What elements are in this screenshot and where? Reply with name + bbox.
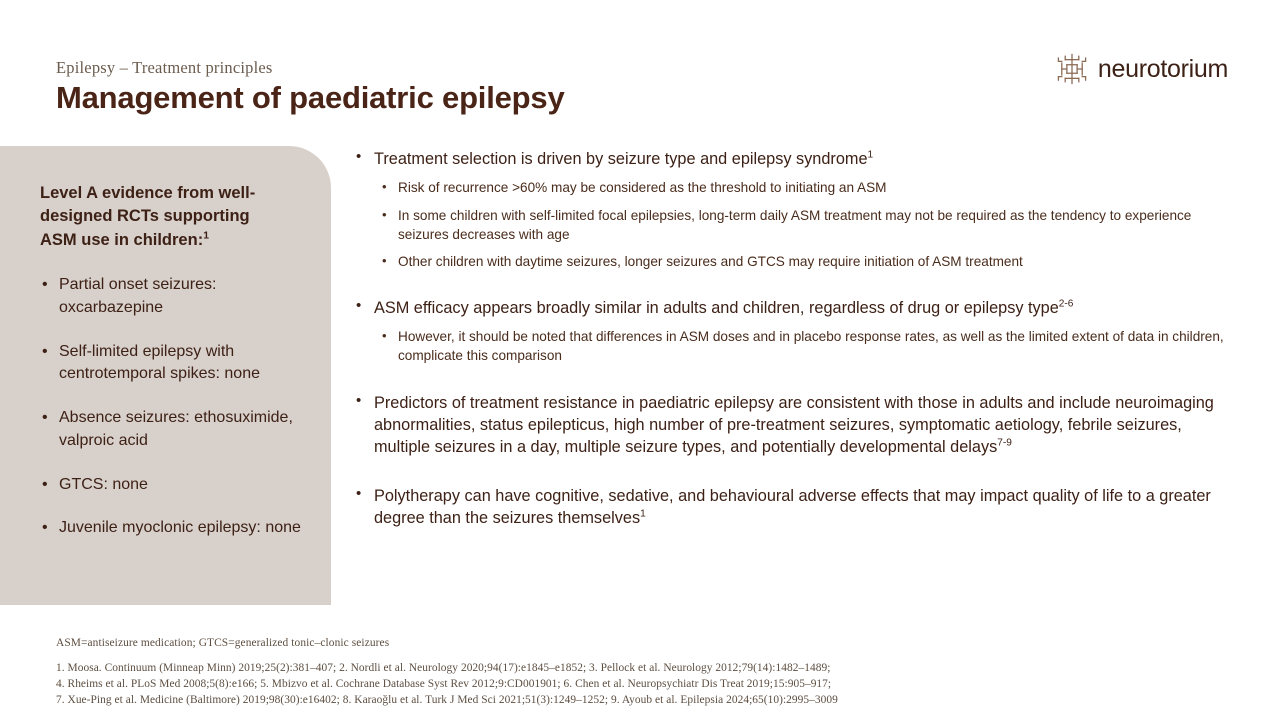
primary-bullet-ref: 7-9 — [997, 437, 1012, 449]
bullet-icon: • — [356, 391, 362, 409]
evidence-panel-heading-text: Level A evidence from well-designed RCTs supporting ASM use in children: — [40, 184, 256, 249]
list-item-label: GTCS: none — [59, 475, 148, 493]
list-item-label: Self-limited epilepsy with centrotemporal spikes: none — [59, 342, 260, 383]
list-item-label: Juvenile myoclonic epilepsy: none — [59, 519, 301, 537]
neurotorium-maze-icon — [1055, 52, 1089, 86]
evidence-panel-heading-ref: 1 — [203, 230, 209, 242]
primary-bullet-text: Treatment selection is driven by seizure type and epilepsy syndrome — [374, 150, 868, 168]
list-item — [40, 274, 301, 319]
list-item — [40, 341, 301, 386]
evidence-panel — [0, 146, 331, 605]
primary-bullet-text: Predictors of treatment resistance in paediatric epilepsy are consistent with those in adults and include neuroimaging abnormalities, status epilepticus, high number of pre-treatment seizures, symptomatic aetiology, febrile seizures, multiple seizures in a day, multiple seizure types, and potentially developmental delays — [374, 393, 1214, 456]
primary-bullet-ref: 1 — [867, 149, 874, 161]
secondary-bullet — [355, 253, 1227, 272]
primary-bullet-text: ASM efficacy appears broadly similar in adults and children, regardless of drug or epilepsy type — [374, 299, 1059, 317]
breadcrumb: Epilepsy – Treatment principles — [56, 58, 273, 77]
content-block — [355, 148, 1227, 272]
primary-bullet-ref: 1 — [640, 508, 646, 520]
secondary-bullet-text: Other children with daytime seizures, longer seizures and GTCS may require initiation of ASM treatment — [398, 254, 1023, 270]
secondary-bullet — [355, 207, 1227, 245]
bullet-icon: • — [42, 342, 48, 360]
slide-header — [0, 0, 1280, 130]
content-block — [355, 485, 1227, 529]
list-item-label: Absence seizures: ethosuximide, valproic acid — [59, 409, 293, 449]
list-item-label: Partial onset seizures: oxcarbazepine — [59, 276, 217, 316]
secondary-bullet — [355, 179, 1227, 198]
primary-bullet-text: Polytherapy can have cognitive, sedative, and behavioural adverse effects that may impact quality of life to a greater degree than the seizures themselves — [374, 486, 1211, 527]
brand-name: neurotorium — [1097, 54, 1228, 83]
list-item — [40, 474, 301, 497]
content-block — [355, 392, 1227, 458]
content-block — [355, 297, 1227, 366]
bullet-icon: • — [356, 297, 362, 314]
bullet-icon: • — [42, 276, 48, 294]
bullet-icon: • — [42, 519, 48, 537]
list-item — [40, 517, 301, 540]
bullet-icon: • — [382, 253, 387, 269]
primary-bullet — [355, 392, 1227, 458]
list-item — [40, 407, 301, 452]
primary-bullet — [355, 485, 1227, 529]
secondary-bullet-text: Risk of recurrence >60% may be considered as the threshold to initiating an ASM — [398, 180, 887, 195]
bullet-icon: • — [42, 475, 48, 493]
bullet-icon: • — [356, 148, 362, 165]
bullet-icon: • — [356, 484, 362, 502]
page-title: Management of paediatric epilepsy — [56, 80, 565, 115]
footnotes — [56, 636, 1056, 709]
abbreviations-note: ASM=antiseizure medication; GTCS=generalized tonic–clonic seizures — [56, 637, 390, 649]
bullet-icon: • — [42, 409, 48, 427]
brand-logo — [1055, 52, 1228, 86]
reference-line: 7. Xue-Ping et al. Medicine (Baltimore) 2019;98(30):e16402; 8. Karaoğlu et al. Turk J Med Sci 2021;51(3):1249–1252; 9. Ayoub et al. Epilepsia 2024;65(10):2995–3009 — [56, 693, 838, 706]
reference-line: 4. Rheims et al. PLoS Med 2008;5(8):e166; 5. Mbizvo et al. Cochrane Database Syst Rev 2012;9:CD001901; 6. Chen et al. Neuropsychiatr Dis Treat 2019;15:905–917; — [56, 678, 832, 691]
bullet-icon: • — [382, 328, 387, 343]
evidence-panel-heading — [40, 182, 290, 252]
bullet-icon: • — [382, 179, 387, 194]
primary-bullet-ref: 2-6 — [1058, 298, 1074, 310]
secondary-bullet-text: However, it should be noted that differences in ASM doses and in placebo response rates, as well as the limited extent of data in children, complicate this comparison — [398, 329, 1224, 363]
reference-line: 1. Moosa. Continuum (Minneap Minn) 2019;25(2):381–407; 2. Nordli et al. Neurology 2020;94(17):e1845–e1852; 3. Pellock et al. Neurology 2012;79(14):1482–1489; — [56, 662, 831, 675]
bullet-icon: • — [382, 206, 387, 222]
secondary-bullet-text: In some children with self-limited focal epilepsies, long-term daily ASM treatment may not be required as the tendency to experience seizures decreases with age — [398, 207, 1192, 242]
secondary-bullet — [355, 328, 1227, 366]
primary-bullet — [355, 297, 1227, 319]
main-content — [355, 148, 1227, 548]
primary-bullet — [355, 148, 1227, 170]
